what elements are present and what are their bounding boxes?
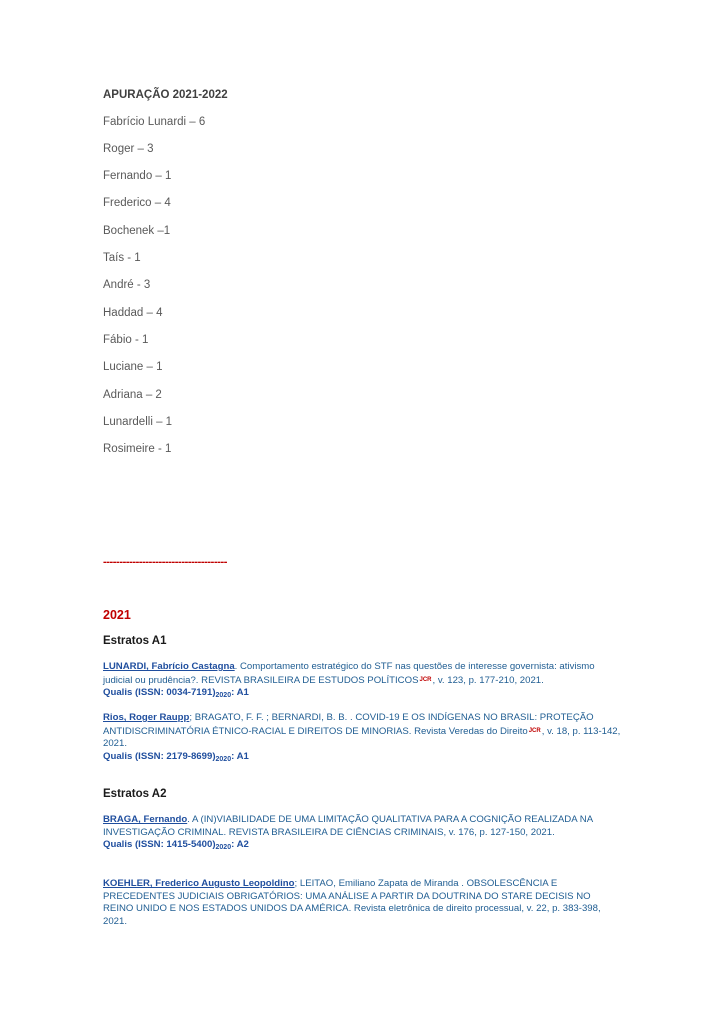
qualis-line: Qualis (ISSN: $0034-7191)_{2020}$: A1	[103, 687, 249, 699]
tally-item: Fábio - 1	[103, 334, 149, 346]
jcr-badge[interactable]: JCR	[419, 676, 432, 683]
author-link[interactable]: KOEHLER, Frederico Augusto Leopoldino	[103, 878, 295, 889]
entry-text: . A (IN)VIABILIDADE DE UMA LIMITAÇÃO QUALITATIVA PARA A COGNIÇÃO REALIZADA NA INVESTIGAÇÃO CRIMINAL. REVISTA BRASILEIRA DE CIÊNCIAS CRIMINAIS, v. 176, p. 127-150, 2021.	[103, 814, 593, 838]
entry-text: ; LEITAO, Emiliano Zapata de Miranda . OBSOLESCÊNCIA E PRECEDENTES JUDICIAIS OBRIGATÓRIOS: UMA ANÁLISE A PARTIR DA DOUTRINA DO STARE DECISIS NO REINO UNIDO E NOS ESTADOS UNIDOS DA AMÉRICA. Revista eletrônica de direito processual, v. 22, p. 383-398, 2021.	[103, 878, 601, 927]
year-heading: 2021	[103, 608, 131, 622]
entry-text-end: , v. 18, p. 113-142, 2021.	[103, 725, 621, 749]
tally-item: Fabrício Lunardi – 6	[103, 116, 206, 128]
stratum-heading-a1: Estratos A1	[103, 635, 167, 647]
author-link[interactable]: LUNARDI, Fabrício Castagna	[103, 661, 235, 672]
section-divider: --------------------------------------	[103, 556, 227, 568]
publication-entry	[103, 814, 623, 855]
entry-text: . Comportamento estratégico do STF nas questões de interesse governista: ativismo judicial ou prudência?. REVISTA BRASILEIRA DE ESTUDOS POLÍTICOS	[103, 661, 595, 686]
jcr-badge[interactable]: JCR	[528, 727, 541, 734]
tally-title: APURAÇÃO 2021-2022	[103, 89, 228, 101]
tally-item: Taís - 1	[103, 252, 141, 264]
author-link[interactable]: BRAGA, Fernando	[103, 814, 188, 825]
tally-item: Frederico – 4	[103, 197, 171, 209]
stratum-heading-a2: Estratos A2	[103, 788, 167, 800]
tally-item: Bochenek –1	[103, 225, 171, 237]
entry-text: ; BRAGATO, F. F. ; BERNARDI, B. B. . COVID-19 E OS INDÍGENAS NO BRASIL: PROTEÇÃO ANTIDISCRIMINATÓRIA ÉTNICO-RACIAL E DIREITOS DE MINORIAS. Revista Veredas do Direito	[103, 712, 594, 737]
tally-item: Adriana – 2	[103, 389, 162, 401]
author-link[interactable]: Rios, Roger Raupp	[103, 712, 190, 723]
tally-item: Fernando – 1	[103, 170, 172, 182]
entry-text-end: , v. 123, p. 177-210, 2021.	[432, 674, 544, 686]
tally-item: Haddad – 4	[103, 307, 163, 319]
publication-entry	[103, 878, 623, 928]
qualis-line: Qualis (ISSN: $2179-8699)_{2020}$: A1	[103, 750, 249, 763]
qualis-line: Qualis (ISSN: $1415-5400)_{2020}$: A2	[103, 839, 249, 851]
publication-entry	[103, 712, 623, 766]
tally-item: Luciane – 1	[103, 361, 163, 373]
tally-item: André - 3	[103, 279, 151, 291]
publication-entry	[103, 661, 623, 703]
tally-item: Rosimeire - 1	[103, 443, 172, 455]
tally-item: Lunardelli – 1	[103, 416, 173, 428]
tally-item: Roger – 3	[103, 143, 154, 155]
